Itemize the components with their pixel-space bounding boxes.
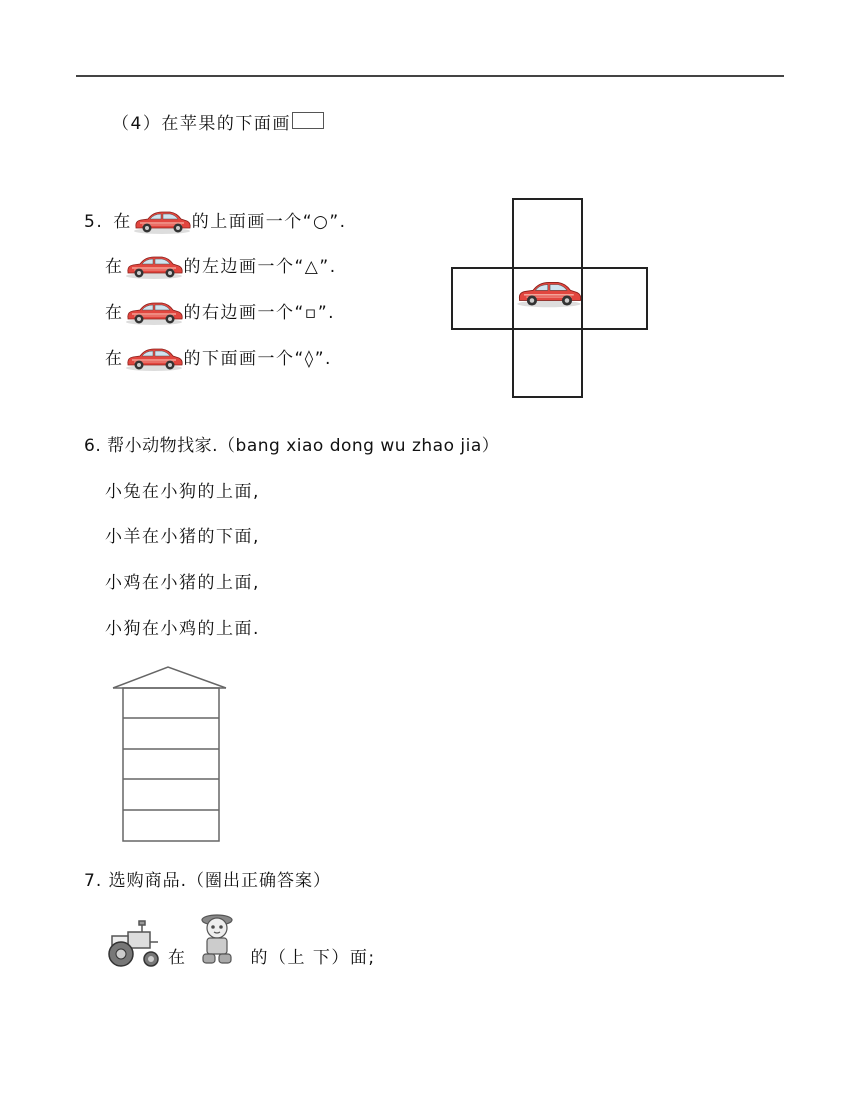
car-icon: [132, 209, 192, 235]
q6-title: 6. 帮小动物找家.（bang xiao dong wu zhao jia）: [84, 436, 500, 456]
q5-line-4-post: 的下面画一个“◊”.: [183, 349, 332, 369]
q5-line-2-pre: 在: [105, 257, 124, 277]
grid-cell-left: [452, 268, 513, 329]
q6-clue-3: 小鸡在小猪的上面,: [105, 573, 260, 593]
q7-title: 7. 选购商品.（圈出正确答案）: [84, 871, 332, 891]
car-icon: [124, 254, 184, 280]
grid-cell-right: [582, 268, 647, 329]
q5-line-3-pre: 在: [105, 303, 124, 323]
q5-number: 5.: [84, 212, 104, 232]
header-rule: [76, 75, 784, 77]
grid-center-car-icon: [517, 282, 581, 307]
grid-cell-bottom: [513, 329, 582, 397]
q4-line: [112, 112, 324, 136]
q5-line-1-pre: 在: [113, 212, 132, 232]
q5-line-4: [105, 346, 332, 372]
q7-line: [106, 910, 376, 968]
q6-clue-4: 小狗在小鸡的上面.: [105, 619, 260, 639]
cross-grid: [448, 196, 652, 402]
q5-line-2-post: 的左边画一个“△”.: [183, 257, 337, 277]
rectangle-icon: [292, 112, 324, 129]
house-diagram: [110, 664, 232, 846]
q5-line-1-post: 的上面画一个“○”.: [191, 212, 347, 232]
tractor-icon: [106, 918, 164, 968]
house-roof: [113, 667, 226, 688]
q6-clue-2: 小羊在小猪的下面,: [105, 527, 260, 547]
q6-clue-1: 小兔在小狗的上面,: [105, 482, 260, 502]
q5-line-2: [105, 254, 337, 280]
q5-line-3-post: 的右边画一个“▫”.: [183, 303, 336, 323]
car-icon: [124, 346, 184, 372]
q5-line-1: [84, 209, 347, 235]
grid-cell-top: [513, 199, 582, 268]
q7-mid: 在: [168, 948, 187, 968]
q4-text: （4）在苹果的下面画: [112, 114, 291, 134]
car-icon: [124, 300, 184, 326]
house-body: [123, 688, 219, 841]
doll-icon: [193, 910, 241, 968]
q5-line-4-pre: 在: [105, 349, 124, 369]
q7-post: 的（上 下）面;: [250, 948, 376, 968]
q5-line-3: [105, 300, 335, 326]
